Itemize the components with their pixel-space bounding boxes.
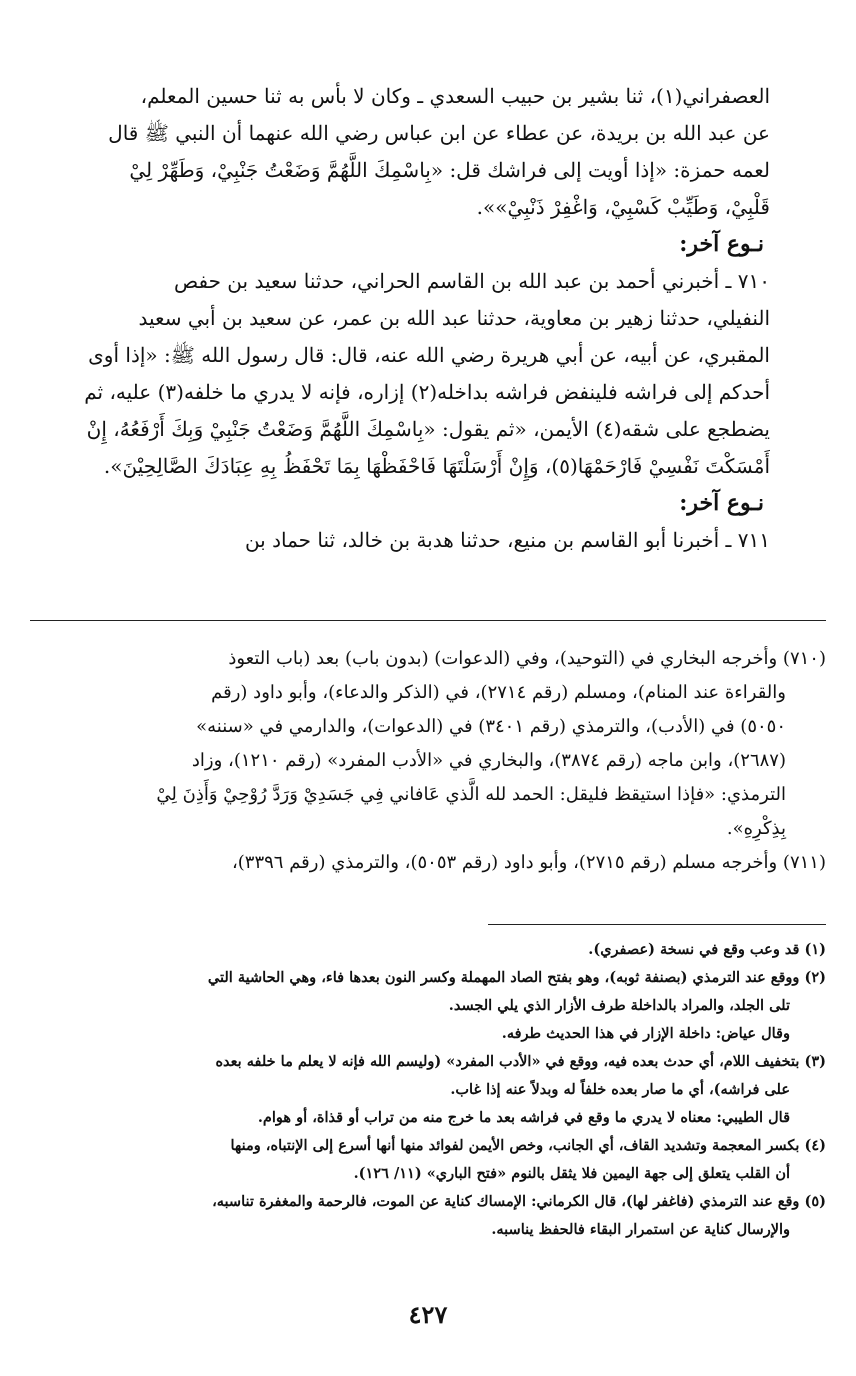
footnote-line: قال الطيبي: معناه لا يدري ما وقع في فراشه بعد ما خرج منه من تراب أو قذاة، أو هوام. [257, 1109, 790, 1126]
note-line: (٢٦٨٧)، وابن ماجه (رقم ٣٨٧٤)، والبخاري في «الأدب المفرد» (رقم ١٢١٠)، وزاد [191, 750, 786, 771]
footnote-line: (٣) بتخفيف اللام، أي حدث بعده فيه، ووقع في «الأدب المفرد» (وليسم الله فإنه لا يعلم ما خلفه بعده [215, 1053, 826, 1070]
text-line: أَمْسَكْتَ نَفْسِيْ فَارْحَمْهَا(٥)، وَإِنْ أَرْسَلْتَهَا فَاحْفَظْهَا بِمَا تَحْفَظُ بِهِ عِبَادَكَ الصَّالِحِيْنَ». [103, 454, 770, 478]
text-line: قَلْبِيْ، وَطَيِّبْ كَسْبِيْ، وَاغْفِرْ ذَنْبِيْ»». [476, 195, 770, 219]
note-line: الترمذي: «فإذا استيقظ فليقل: الحمد لله الَّذي عَافاني فِي جَسَدِيْ وَرَدَّ رُوْحِيْ وَأَذِنَ لِيْ [156, 784, 786, 805]
note-line: ٥٠٥٠) في (الأدب)، والترمذي (رقم ٣٤٠١) في (الدعوات)، والدارمي في «سننه» [196, 716, 786, 737]
footnote-line: (٥) وقع عند الترمذي (فاغفر لها)، قال الكرماني: الإمساك كناية عن الموت، فالرحمة والمغفرة تناسبه، [212, 1193, 826, 1210]
footnote-line: على فراشه)، أي ما صار بعده خلفاً له وبدلاً عنه إذا غاب. [450, 1081, 790, 1098]
footnote-line: والإرسال كناية عن استمرار البقاء فالحفظ يناسبه. [491, 1221, 790, 1238]
footnote-divider [488, 924, 826, 925]
hadith-711-line: ٧١١ ـ أخبرنا أبو القاسم بن منيع، حدثنا هدبة بن خالد، ثنا حماد بن [244, 528, 770, 552]
text-line: لعمه حمزة: «إذا أويت إلى فراشك قل: «بِاسْمِكَ اللَّهُمَّ وَضَعْتُ جَنْبِيْ، وَطَهِّرْ لِيْ [129, 158, 770, 182]
text-line: يضطجع على شقه(٤) الأيمن، «ثم يقول: «بِاسْمِكَ اللَّهُمَّ وَضَعْتُ جَنْبِيْ وَبِكَ أَرْفَعُهُ، إِنْ [86, 417, 770, 441]
text-line: العصفراني(١)، ثنا بشير بن حبيب السعدي ـ وكان لا بأس به ثنا حسين المعلم، [140, 84, 770, 108]
footnote-line: (١) قد وعب وقع في نسخة (عصفري). [588, 941, 826, 958]
main-text [62, 78, 770, 559]
footnote-line: (٤) بكسر المعجمة وتشديد القاف، أي الجانب، وخص الأيمن لفوائد منها أنها أسرع إلى الإنتباه، ومنها [230, 1137, 826, 1154]
footnote-line: (٢) ووقع عند الترمذي (بصنفة ثوبه)، وهو بفتح الصاد المهملة وكسر النون بعدها فاء، وهي الحاشية التي [207, 969, 826, 986]
text-line: أحدكم إلى فراشه فلينفض فراشه بداخله(٢) إزاره، فإنه لا يدري ما خلفه(٣) عليه، ثم [84, 380, 770, 404]
footnotes [36, 936, 826, 1244]
text-line: المقبري، عن أبيه، عن أبي هريرة رضي الله عنه، قال: قال رسول الله ﷺ: «إذا أوى [88, 343, 770, 367]
note-line: (٧١١) وأخرجه مسلم (رقم ٢٧١٥)، وأبو داود (رقم ٥٠٥٣)، والترمذي (رقم ٣٣٩٦)، [231, 852, 826, 873]
hadith-710-line: ٧١٠ ـ أخبرني أحمد بن عبد الله بن القاسم الحراني، حدثنا سعيد بن حفص [173, 269, 770, 293]
note-line: (٧١٠) وأخرجه البخاري في (التوحيد)، وفي (الدعوات) (بدون باب) بعد (باب التعوذ [228, 648, 826, 669]
note-line: بِذِكْرِهِ». [726, 818, 786, 839]
takhrij-notes [30, 642, 826, 880]
footnote-line: تلى الجلد، والمراد بالداخلة طرف الأزار الذي يلي الجسد. [448, 997, 790, 1014]
note-line: والقراءة عند المنام)، ومسلم (رقم ٢٧١٤)، في (الذكر والدعاء)، وأبو داود (رقم [211, 682, 786, 703]
footnote-line: وقال عياض: داخلة الإزار في هذا الحديث طرفه. [501, 1025, 790, 1042]
section-heading: نـوع آخر: [679, 231, 764, 257]
section-heading: نـوع آخر: [679, 490, 764, 516]
text-line: عن عبد الله بن بريدة، عن عطاء عن ابن عباس رضي الله عنهما أن النبي ﷺ قال [108, 121, 770, 145]
page-number: ٤٢٧ [408, 1300, 448, 1329]
footnote-line: أن القلب يتعلق إلى جهة اليمين فلا يثقل بالنوم «فتح الباري» (١١/ ١٢٦). [353, 1165, 790, 1182]
text-line: النفيلي، حدثنا زهير بن معاوية، حدثنا عبد الله بن عمر، عن سعيد بن أبي سعيد [138, 306, 770, 330]
main-divider [30, 620, 826, 621]
